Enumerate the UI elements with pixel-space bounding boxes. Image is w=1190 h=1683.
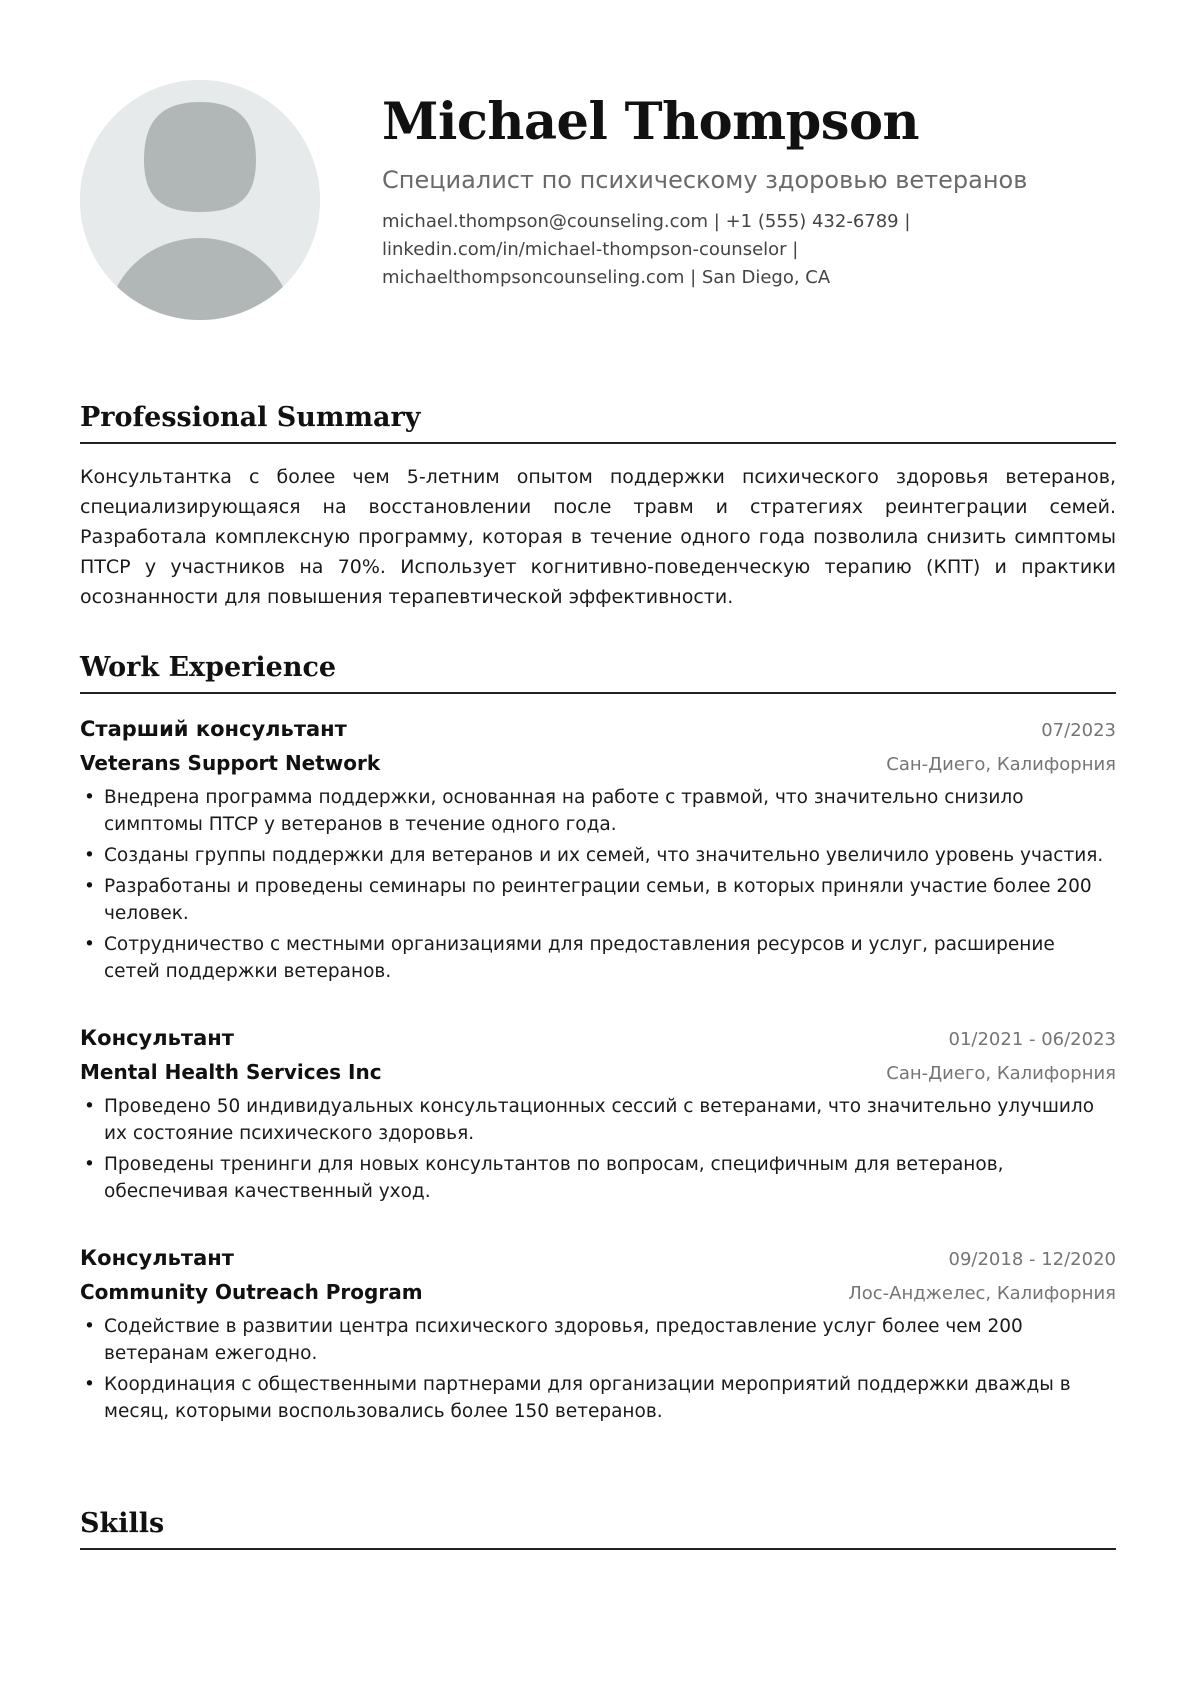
job-bullet: • Координация с общественными партнерами для организации мероприятий поддержки дважды в месяц, которыми воспользовались более 150 ветеранов. <box>80 1371 1116 1425</box>
profile-header <box>382 92 1122 292</box>
job-bullets <box>80 784 1116 985</box>
job-bullet: • Проведены тренинги для новых консультантов по вопросам, специфичным для ветеранов, обеспечивая качественный уход. <box>80 1151 1116 1205</box>
profile-contacts: michael.thompson@counseling.com | +1 (555) 432-6789 | linkedin.com/in/michael-thompson-counselor | michaelthompsoncounseling.com | San Diego, CA <box>382 211 911 289</box>
job-location: Лос-Анджелес, Калифорния <box>848 1283 1116 1305</box>
job-bullet: • Созданы группы поддержки для ветеранов и их семей, что значительно увеличило уровень участия. <box>80 842 1116 869</box>
job-bullet: • Разработаны и проведены семинары по реинтеграции семьи, в которых приняли участие более 200 человек. <box>80 873 1116 927</box>
job-role: Старший консультант <box>80 717 347 742</box>
summary-section <box>80 402 1116 612</box>
skills-section <box>80 1508 1116 1550</box>
job-date: 01/2021 - 06/2023 <box>948 1029 1116 1051</box>
job-location: Сан-Диего, Калифорния <box>886 1063 1116 1085</box>
job-entry <box>80 712 1116 985</box>
summary-text: Консультантка с более чем 5-летним опытом поддержки психического здоровья ветеранов, специализирующаяся на восстановлении после травм и стратегиях реинтеграции семей. Разработала комплексную программу, которая в течение одного года позволила снизить симптомы ПТСР у участников на 70%. Использует когнитивно-поведенческую терапию (КПТ) и практики осознанности для повышения терапевтической эффективности. <box>80 466 1116 609</box>
job-location: Сан-Диего, Калифорния <box>886 754 1116 776</box>
job-role: Консультант <box>80 1026 234 1051</box>
job-bullets <box>80 1313 1116 1425</box>
job-bullet: • Содействие в развитии центра психического здоровья, предоставление услуг более чем 200 ветеранам ежегодно. <box>80 1313 1116 1367</box>
job-bullet: • Внедрена программа поддержки, основанная на работе с травмой, что значительно снизило симптомы ПТСР у ветеранов в течение одного года. <box>80 784 1116 838</box>
job-company: Mental Health Services Inc <box>80 1060 382 1085</box>
job-date: 09/2018 - 12/2020 <box>948 1249 1116 1271</box>
job-date: 07/2023 <box>1041 720 1116 742</box>
summary-heading: Professional Summary <box>80 402 1116 444</box>
experience-heading: Work Experience <box>80 652 1116 694</box>
skills-heading: Skills <box>80 1508 1116 1550</box>
job-entry <box>80 1021 1116 1205</box>
job-bullet: • Проведено 50 индивидуальных консультационных сессий с ветеранами, что значительно улучшило их состояние психического здоровья. <box>80 1093 1116 1147</box>
job-entry <box>80 1241 1116 1425</box>
profile-title: Специалист по психическому здоровью ветеранов <box>382 166 1028 195</box>
job-bullets <box>80 1093 1116 1205</box>
profile-name: Michael Thompson <box>382 92 920 152</box>
profile-photo <box>80 80 320 320</box>
job-company: Veterans Support Network <box>80 751 381 776</box>
person-placeholder-icon <box>80 80 320 320</box>
job-bullet: • Сотрудничество с местными организациями для предоставления ресурсов и услуг, расширение сетей поддержки ветеранов. <box>80 931 1116 985</box>
experience-section <box>80 652 1116 1429</box>
job-company: Community Outreach Program <box>80 1280 423 1305</box>
job-role: Консультант <box>80 1246 234 1271</box>
